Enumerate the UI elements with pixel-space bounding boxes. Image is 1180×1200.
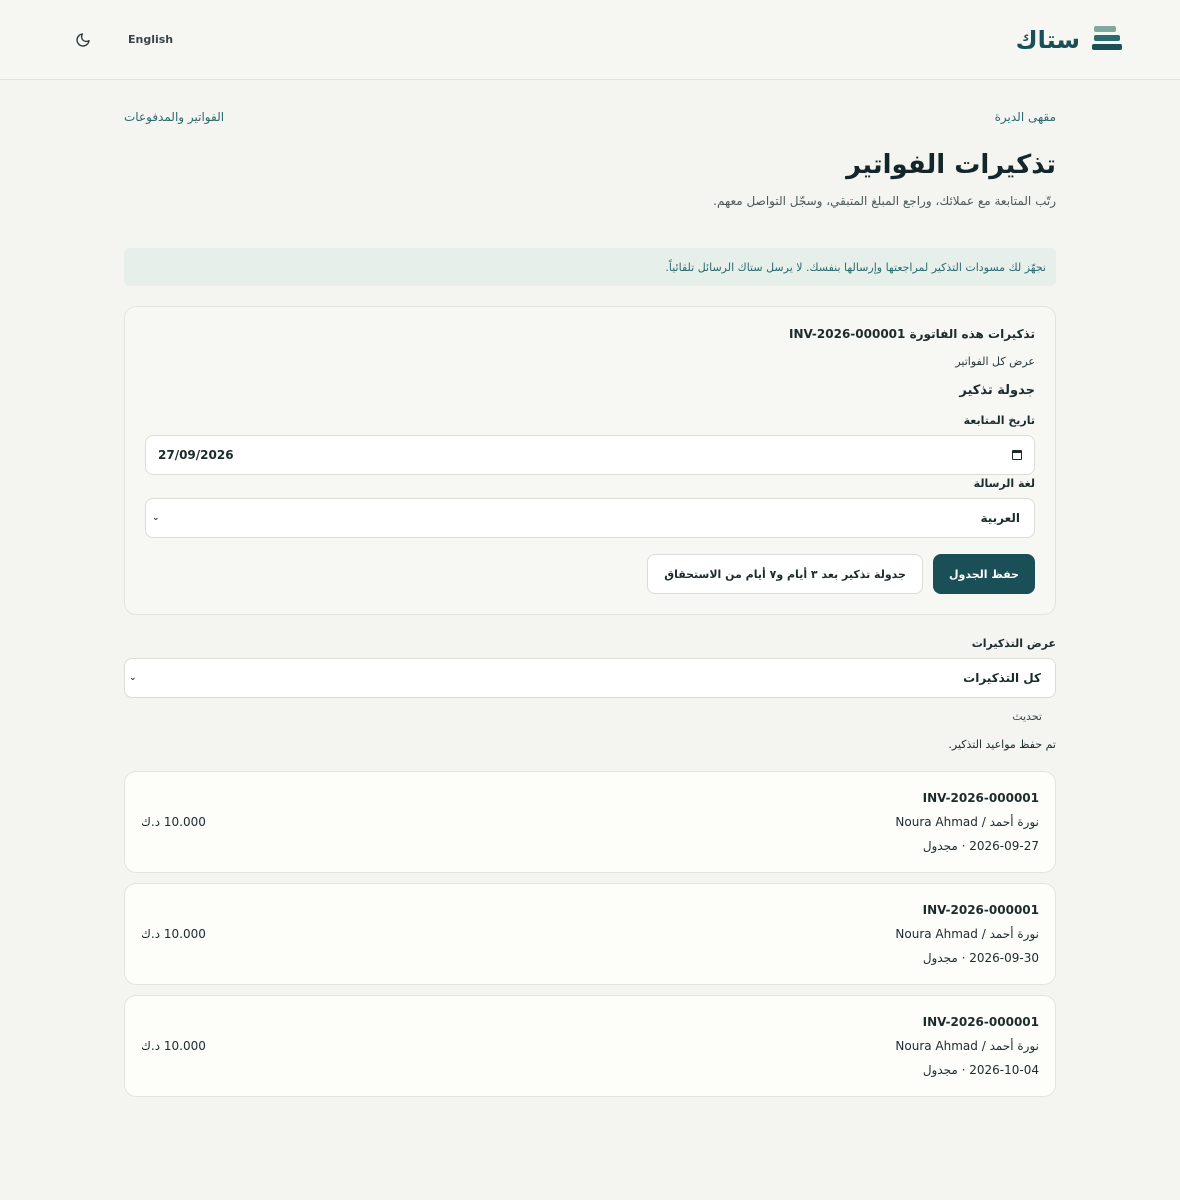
reminder-date-status: 2026-10-04 · مجدول xyxy=(922,1063,1039,1077)
reminder-client: نورة أحمد / Noura Ahmad xyxy=(895,815,1039,829)
page-subtitle: رتّب المتابعة مع عملائك، وراجع المبلغ المتبقي، وسجّل التواصل معهم. xyxy=(713,194,1056,208)
dark-mode-toggle-icon[interactable] xyxy=(70,27,96,53)
reminder-info xyxy=(895,1015,1039,1077)
reminders-filter-label: عرض التذكيرات xyxy=(971,637,1056,650)
message-language-value: العربية xyxy=(980,511,1020,525)
reminder-item[interactable] xyxy=(124,883,1056,985)
reminder-item[interactable] xyxy=(124,995,1056,1097)
refresh-button[interactable]: تحديث xyxy=(1012,710,1042,723)
reminder-invoice-number: INV-2026-000001 xyxy=(922,903,1039,917)
info-notice: نجهّز لك مسودات التذكير لمراجعتها وإرسالها بنفسك. لا يرسل ستاك الرسائل تلقائياً. xyxy=(124,248,1056,286)
breadcrumb xyxy=(124,110,1056,124)
reminder-info xyxy=(895,903,1039,965)
reminder-info xyxy=(895,791,1039,853)
reminders-filter-select[interactable] xyxy=(124,658,1056,698)
status-message: تم حفظ مواعيد التذكير. xyxy=(948,738,1056,751)
followup-date-label: تاريخ المتابعة xyxy=(963,414,1035,427)
reminder-date-status: 2026-09-27 · مجدول xyxy=(922,839,1039,853)
main-content xyxy=(124,110,1056,1097)
top-bar xyxy=(0,0,1180,80)
schedule-reminder-card xyxy=(124,306,1056,615)
logo-mark-icon xyxy=(1092,26,1122,54)
reminder-amount: 10.000 د.ك xyxy=(141,1039,206,1053)
followup-date-input[interactable] xyxy=(145,435,1035,475)
chevron-down-icon: ⌄ xyxy=(152,513,160,523)
reminder-invoice-number: INV-2026-000001 xyxy=(922,1015,1039,1029)
preset-schedule-button[interactable]: جدولة تذكير بعد ٣ أيام و٧ أيام من الاستحقاق xyxy=(647,554,923,594)
message-language-label: لغة الرسالة xyxy=(973,477,1035,490)
reminder-client: نورة أحمد / Noura Ahmad xyxy=(895,927,1039,941)
reminders-list xyxy=(124,771,1056,1097)
page-title: تذكيرات الفواتير xyxy=(846,150,1056,180)
top-actions xyxy=(70,27,173,53)
reminder-amount: 10.000 د.ك xyxy=(141,815,206,829)
schedule-section-title: جدولة تذكير xyxy=(959,383,1035,398)
reminder-invoice-number: INV-2026-000001 xyxy=(922,791,1039,805)
reminder-client: نورة أحمد / Noura Ahmad xyxy=(895,1039,1039,1053)
brand-logo[interactable] xyxy=(1016,26,1122,54)
reminder-amount: 10.000 د.ك xyxy=(141,927,206,941)
save-schedule-button[interactable]: حفظ الجدول xyxy=(933,554,1035,594)
reminders-filter-value: كل التذكيرات xyxy=(963,671,1041,685)
view-all-invoices-link[interactable]: عرض كل الفواتير xyxy=(955,355,1035,368)
reminder-date-status: 2026-09-30 · مجدول xyxy=(922,951,1039,965)
brand-name: ستاك xyxy=(1015,25,1080,54)
card-title: تذكيرات هذه الفاتورة INV-2026-000001 xyxy=(789,327,1035,341)
followup-date-value: 27/09/2026 xyxy=(158,448,234,462)
chevron-down-icon: ⌄ xyxy=(129,673,137,683)
message-language-select[interactable] xyxy=(145,498,1035,538)
breadcrumb-invoices-link[interactable]: الفواتير والمدفوعات xyxy=(124,110,225,124)
reminder-item[interactable] xyxy=(124,771,1056,873)
calendar-icon[interactable] xyxy=(1012,450,1022,460)
schedule-actions xyxy=(145,554,1035,594)
breadcrumb-business-link[interactable]: مقهى الديرة xyxy=(994,110,1056,124)
language-toggle-link[interactable]: English xyxy=(128,33,174,46)
